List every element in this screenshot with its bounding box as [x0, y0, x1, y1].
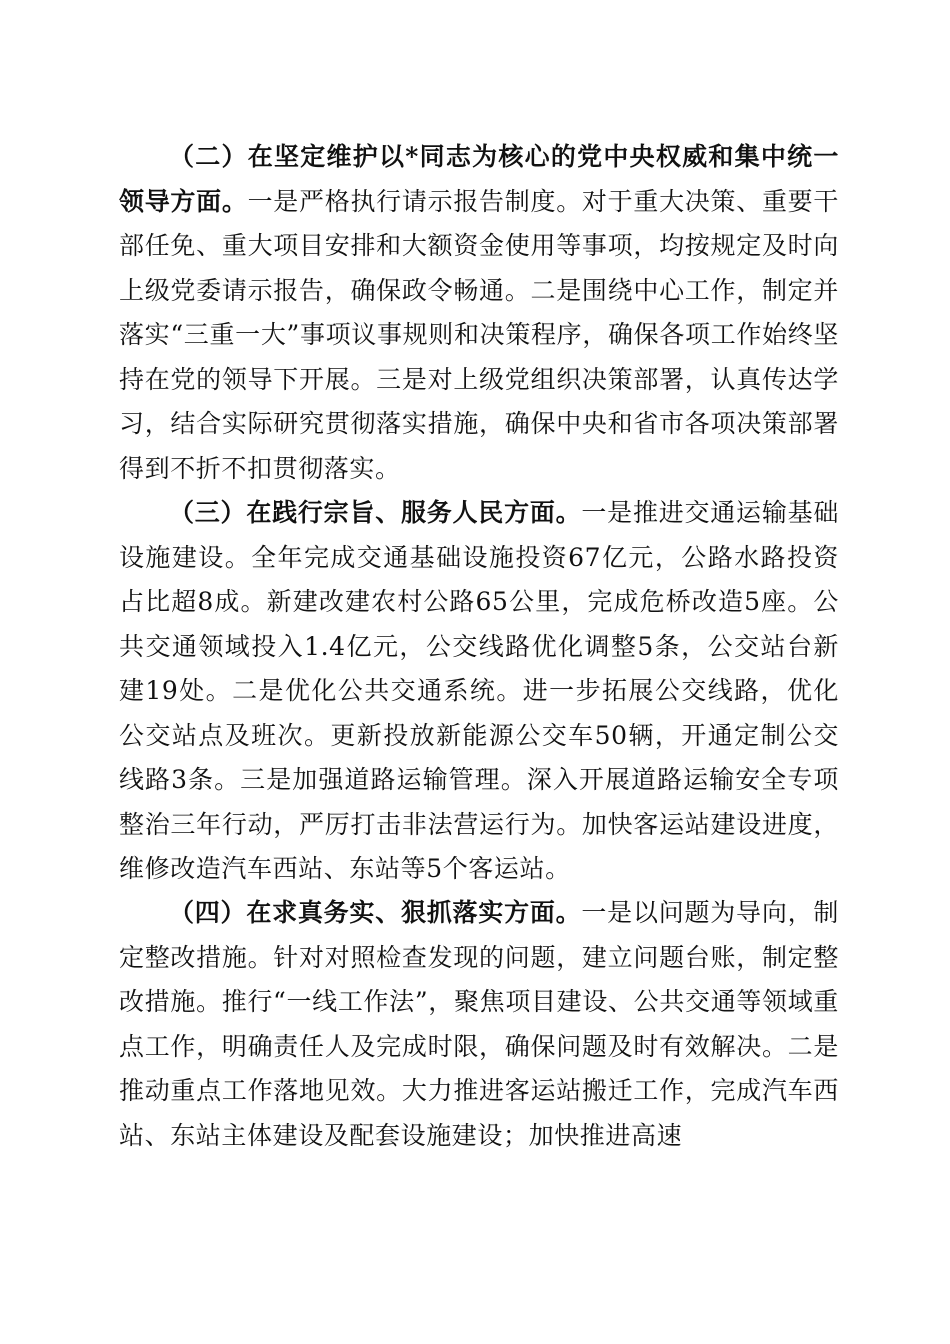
- paragraph-serving-people: [119, 491, 839, 892]
- paragraph-implementation: [119, 891, 839, 1158]
- paragraph-body: 一是以问题为导向，制定整改措施。针对对照检查发现的问题，建立问题台账，制定整改措施。推行“一线工作法”，聚焦项目建设、公共交通等领域重点工作，明确责任人及完成时限，确保问题及时有效解决。二是推动重点工作落地见效。大力推进客运站搬迁工作，完成汽车西站、东站主体建设及配套设施建设；加快推进高速: [119, 898, 839, 1150]
- paragraph-body: 一是推进交通运输基础设施建设。全年完成交通基础设施投资67亿元，公路水路投资占比超8成。新建改建农村公路65公里，完成危桥改造5座。公共交通领域投入1.4亿元，公交线路优化调整5条，公交站台新建19处。二是优化公共交通系统。进一步拓展公交线路，优化公交站点及班次。更新投放新能源公交车50辆，开通定制公交线路3条。三是加强道路运输管理。深入开展道路运输安全专项整治三年行动，严厉打击非法营运行为。加快客运站建设进度，维修改造汽车西站、东站等5个客运站。: [119, 498, 839, 883]
- paragraph-heading: （三）在践行宗旨、服务人民方面。: [169, 498, 582, 527]
- paragraph-body: 一是严格执行请示报告制度。对于重大决策、重要干部任免、重大项目安排和大额资金使用等事项，均按规定及时向上级党委请示报告，确保政令畅通。二是围绕中心工作，制定并落实“三重一大”事项议事规则和决策程序，确保各项工作始终坚持在党的领导下开展。三是对上级党组织决策部署，认真传达学习，结合实际研究贯彻落实措施，确保中央和省市各项决策部署得到不折不扣贯彻落实。: [119, 186, 839, 483]
- paragraph-party-leadership: [119, 135, 839, 491]
- paragraph-heading: （四）在求真务实、狠抓落实方面。: [169, 898, 582, 927]
- paragraph-heading: （二）在坚定维护以*同志为核心的党中央权威和集中统一领导方面。: [119, 142, 839, 216]
